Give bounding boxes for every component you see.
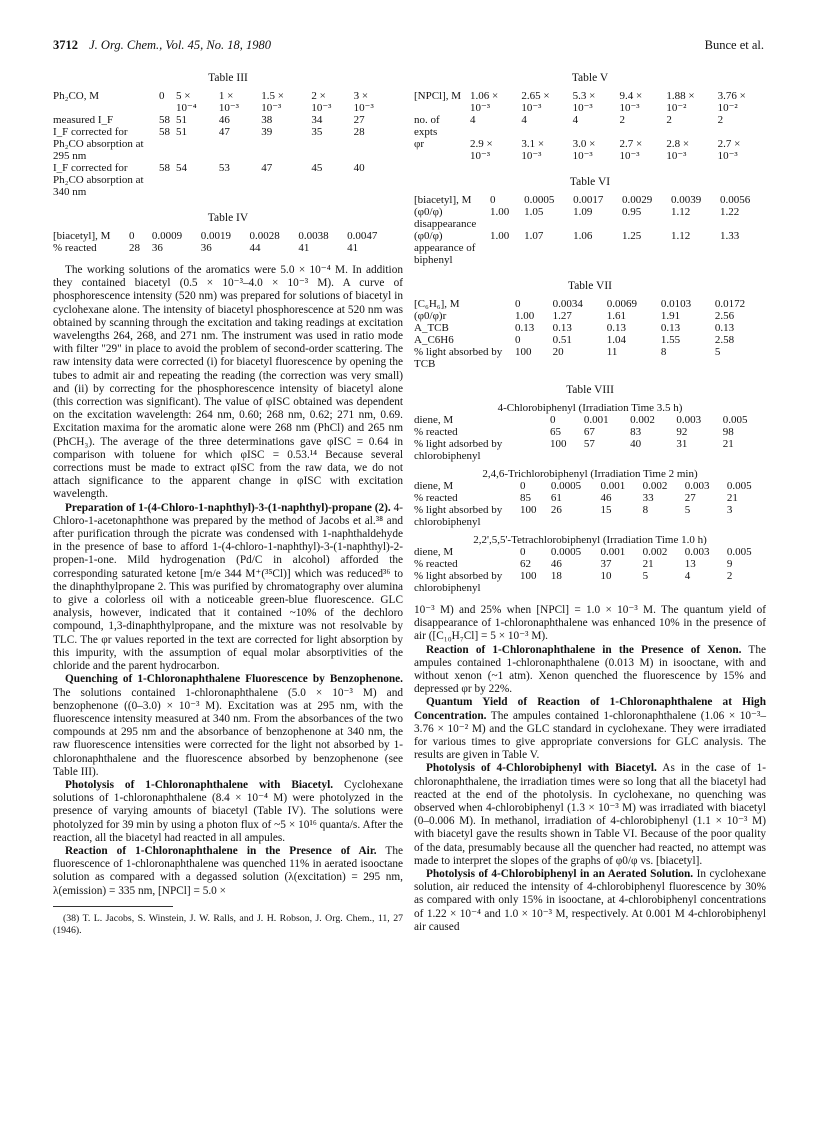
table-cell: 0.0029: [622, 194, 653, 206]
body-paragraph: The working solutions of the aromatics were 5.0 × 10⁻⁴ M. In addition they contained biacetyl (0.5 × 10⁻³–4.0 × 10⁻³ M). A curve of phosphorescence intensity (520 nm) was prepared for solutions of biacetyl in cyclohexane alone. The intensity of biacetyl phosphorescence at 520 nm was obtained by scanning through the excitation and taking readings at excitation wavelengths 264, 268, and 271 nm. The instrument was used in ratio mode with filter "29" in place to avoid the problem of second-order scattering. The raw intensity data were corrected (i) for biacetyl fluorescence by opening the tubes to admit air and repeating the reading (the correction was very small) and (ii) by correcting for the phosphorescence intensity of biacetyl alone (this correction was significant). The value of φISC obtained was dependent on the excitation wavelength: 264 nm, 0.60; 268 nm, 0.62; 271 nm, 0.69. Excitation maxima for the aromatic alone were 268 nm (PhCl) and 265 nm (PhCH₃). The average of the three determinations gave φISC = 0.64 in comparison with toluene for which φISC = 0.53.¹⁴ Because several corrections must be made to extract φISC from the raw data, we do not attach significance to the apparent change in φISC with excitation wavelength.: [53, 264, 403, 501]
table-cell: 2.7 × 10⁻³: [717, 138, 741, 162]
table-cell: 8: [642, 504, 649, 516]
table-cell: 0: [520, 480, 526, 492]
running-head-left: [53, 38, 271, 58]
table-cell: 0: [515, 334, 521, 346]
section-heading: Quantum Yield of Reaction of 1-Chloronaphthalene at High Concentration.: [414, 696, 766, 722]
table-row: [414, 334, 766, 346]
table-row: [414, 322, 766, 334]
footnote: (38) T. L. Jacobs, S. Winstein, J. W. Ralls, and J. H. Robson, J. Org. Chem., 11, 27 (1946).: [53, 912, 403, 936]
table-cell: 67: [583, 426, 595, 438]
table-cell: 2: [717, 114, 724, 126]
paragraph-text: The ampules contained 1-chloronaphthalene (0.013 M) in isooctane, with and without xenon (~1 atm). Xenon quenched the fluorescence by 15% and depressed φr by 22%.: [414, 643, 766, 696]
body-paragraph: [414, 696, 766, 762]
table-cell: % light absorbed by TCB: [414, 346, 503, 370]
table-cell: 53: [218, 162, 230, 174]
table-row: [414, 298, 766, 310]
table-cell: 1.06: [573, 230, 593, 242]
paragraph-text: The solutions contained 1-chloronaphthalene (5.0 × 10⁻³ M) and benzophenone ((0–3.0) × 10⁻³ M). Excitation was at 295 nm, with the fluorescence intensity measured at 340 nm. From the absorbances of the two compounds at 295 nm and the absorbance of benzophenone at 340 nm, the raw fluorescence intensities were corrected for the light not absorbed by 1-chloronaphthalene and the fluorescence absorbed by benzophenone (see Table III).: [53, 686, 403, 778]
table-cell: 28: [353, 126, 365, 138]
table-cell: 39: [261, 126, 273, 138]
table-cell: 0.005: [726, 480, 752, 492]
table-cell: % reacted: [414, 558, 458, 570]
table-cell: 47: [218, 126, 230, 138]
table-cell: 51: [176, 126, 187, 138]
table-5: [414, 90, 766, 162]
table-cell: 58: [159, 126, 170, 138]
table-cell: 11: [606, 346, 618, 358]
table-cell: A_TCB: [414, 322, 449, 334]
table-row: [414, 90, 766, 114]
table-row: [414, 438, 766, 462]
table-cell: 92: [676, 426, 688, 438]
table-cell: 0.13: [714, 322, 735, 334]
table-3-title: Table III: [208, 72, 248, 84]
table-cell: 0.002: [642, 546, 668, 558]
table-cell: no. of expts: [414, 114, 440, 138]
section-heading: Photolysis of 4-Chlorobiphenyl with Biacetyl.: [426, 762, 657, 775]
table-cell: [NPCl], M: [414, 90, 462, 102]
table-cell: 1.07: [524, 230, 544, 242]
table-cell: I_F corrected for Ph₂CO absorption at 340 nm: [53, 162, 144, 198]
table-row: [414, 492, 766, 504]
table-cell: 1.61: [606, 310, 626, 322]
table-cell: diene, M: [414, 480, 454, 492]
table-cell: 0.002: [630, 414, 655, 426]
table-3: [53, 90, 393, 198]
table-cell: % reacted: [414, 492, 458, 504]
table-cell: 5.3 × 10⁻³: [572, 90, 596, 114]
table-cell: 1.88 × 10⁻²: [666, 90, 695, 114]
table-row: [414, 114, 766, 138]
table-cell: 20: [552, 346, 564, 358]
table-cell: 36: [151, 242, 163, 254]
paragraph-text: As in the case of 1-chloronaphthalene, the irradiation times were so long that all the biacetyl had reacted at the end of the photolysis. In cyclohexane, no quenching was observed when 4-chlorobiphenyl (1.3 × 10⁻³ M) was irradiated with biacetyl (0–0.006 M). In methanol, irradiation of 4-chlorobiphenyl (1.1 × 10⁻³ M) with biacetyl gave the results shown in Table VI. Because of the poor quality of the data, presumably because all the quencher had reacted, no attempt was made to interpret the slopes of the graphs of φ0/φ vs. [biacetyl].: [414, 762, 766, 867]
table-8-subtitle: 2,4,6-Trichlorobiphenyl (Irradiation Time 2 min): [482, 468, 698, 480]
table-cell: 31: [676, 438, 688, 450]
table-row: [414, 546, 766, 558]
table-cell: 21: [642, 558, 654, 570]
table-cell: 0.0005: [524, 194, 555, 206]
table-8-subtitle: 4-Chlorobiphenyl (Irradiation Time 3.5 h): [497, 402, 683, 414]
table-cell: 58: [159, 114, 170, 126]
table-cell: 1.00: [490, 206, 510, 218]
table-row: [414, 206, 766, 230]
table-6-title: Table VI: [569, 176, 611, 188]
table-row: [414, 504, 766, 528]
table-cell: 1.91: [660, 310, 681, 322]
paragraph-text: The ampules contained 1-chloronaphthalene (1.06 × 10⁻³–3.76 × 10⁻² M) and the GLC standard in cyclohexane. They were irradiated for various times to give appropriate conversions for GLC analysis. The results are given in Table V.: [414, 709, 766, 762]
table-cell: 2: [726, 570, 733, 582]
table-cell: [biacetyl], M: [414, 194, 472, 206]
table-cell: 41: [298, 242, 310, 254]
table-row: [414, 138, 766, 162]
table-cell: 2.58: [714, 334, 735, 346]
table-cell: 8: [660, 346, 667, 358]
table-cell: 2.9 × 10⁻³: [470, 138, 493, 162]
body-paragraph: [53, 779, 403, 845]
journal-citation: J. Org. Chem., Vol. 45, No. 18, 1980: [89, 38, 271, 52]
table-cell: 1.00: [515, 310, 535, 322]
table-row: [414, 480, 766, 492]
table-row: [53, 90, 393, 114]
table-cell: 5 × 10⁻⁴: [176, 90, 197, 114]
table-cell: 1.04: [606, 334, 626, 346]
table-4: [53, 230, 393, 254]
table-row: [414, 414, 766, 426]
table-row: [414, 346, 766, 370]
table-cell: 40: [353, 162, 365, 174]
body-paragraph: [53, 673, 403, 779]
table-cell: 41: [347, 242, 359, 254]
table-cell: 0.001: [600, 480, 626, 492]
table-cell: 5: [642, 570, 649, 582]
table-cell: 1.06 × 10⁻³: [470, 90, 499, 114]
table-row: [414, 194, 766, 206]
table-7: [414, 298, 766, 370]
right-column: [414, 68, 766, 934]
table-cell: 61: [550, 492, 562, 504]
table-cell: 0.001: [600, 546, 626, 558]
section-heading: Quenching of 1-Chloronaphthalene Fluorescence by Benzophenone.: [65, 673, 403, 686]
table-cell: % reacted: [53, 242, 97, 254]
table-cell: 0.95: [622, 206, 642, 218]
section-heading: Reaction of 1-Chloronaphthalene in the Presence of Xenon.: [426, 643, 742, 656]
table-cell: 0: [159, 90, 165, 102]
section-heading: Photolysis of 4-Chlorobiphenyl in an Aerated Solution.: [426, 868, 694, 881]
table-8-block-2: [414, 480, 766, 528]
section-heading: Photolysis of 1-Chloronaphthalene with Biacetyl.: [65, 778, 334, 791]
table-cell: 27: [684, 492, 696, 504]
table-8-block-1: [414, 414, 766, 462]
table-cell: 0.002: [642, 480, 668, 492]
table-row: [414, 310, 766, 322]
table-cell: 62: [520, 558, 531, 570]
table-cell: 28: [129, 242, 140, 254]
table-5-title: Table V: [571, 72, 609, 84]
table-cell: 1.05: [524, 206, 544, 218]
table-row: [53, 126, 393, 162]
table-cell: 0.001: [583, 414, 609, 426]
table-cell: 0.13: [552, 322, 572, 334]
table-cell: 0: [129, 230, 135, 242]
table-cell: 34: [311, 114, 323, 126]
table-cell: 0.13: [606, 322, 626, 334]
table-row: [53, 230, 393, 242]
table-cell: % reacted: [414, 426, 458, 438]
table-cell: diene, M: [414, 546, 454, 558]
table-cell: 100: [550, 438, 567, 450]
table-cell: 3.76 × 10⁻²: [717, 90, 746, 114]
table-cell: 15: [600, 504, 612, 516]
table-row: [53, 242, 393, 254]
table-cell: 46: [550, 558, 562, 570]
table-cell: 0: [520, 546, 526, 558]
table-cell: 0.0103: [660, 298, 692, 310]
table-cell: 0.0009: [151, 230, 183, 242]
table-cell: 0.13: [515, 322, 535, 334]
table-cell: 0.0069: [606, 298, 637, 310]
table-cell: 100: [520, 570, 537, 582]
table-cell: 0.0038: [298, 230, 329, 242]
footnote-rule: [53, 906, 173, 907]
table-cell: 44: [249, 242, 261, 254]
table-cell: 65: [550, 426, 561, 438]
table-cell: 9.4 × 10⁻³: [619, 90, 643, 114]
paragraph-text: In cyclohexane solution, air reduced the intensity of 4-chlorobiphenyl fluorescence by 30% as compared with only 15% in isooctane, at 4-chlorobiphenyl concentrations of 1.22 × 10⁻⁴ and 1.0 × 10⁻³ M, respectively. At 0.001 M 4-chlorobiphenyl air caused: [414, 868, 766, 933]
table-cell: 1.27: [552, 310, 572, 322]
table-cell: φr: [414, 138, 425, 150]
table-cell: 2.7 × 10⁻³: [619, 138, 643, 162]
table-cell: 33: [642, 492, 654, 504]
table-cell: % light adsorbed by chlorobiphenyl: [414, 438, 503, 462]
table-cell: [biacetyl], M: [53, 230, 111, 242]
table-cell: 100: [520, 504, 537, 516]
table-cell: 1.22: [719, 206, 740, 218]
paragraph-text: The fluorescence of 1-chloronaphthalene was quenched 11% in aerated isooctane solution as compared with a degassed solution (λ(excitation) = 295 nm, λ(emission) = 335 nm, [NPCl] = 5.0 ×: [53, 844, 403, 897]
table-row: [414, 230, 766, 266]
table-cell: Ph₂CO, M: [53, 90, 100, 102]
table-cell: 85: [520, 492, 531, 504]
table-cell: 1.12: [671, 230, 691, 242]
table-row: [414, 570, 766, 594]
left-column: [53, 68, 403, 937]
table-cell: 0: [490, 194, 496, 206]
table-cell: 0.005: [726, 546, 752, 558]
table-cell: 3 × 10⁻³: [353, 90, 374, 114]
table-cell: 51: [176, 114, 187, 126]
table-cell: % light absorbed by chlorobiphenyl: [414, 570, 503, 594]
table-cell: 1.09: [573, 206, 593, 218]
table-cell: 0.0047: [347, 230, 378, 242]
body-paragraph: [414, 762, 766, 868]
table-cell: 27: [353, 114, 365, 126]
body-paragraph: [414, 644, 766, 697]
table-6: [414, 194, 766, 266]
table-cell: 1.33: [719, 230, 740, 242]
table-cell: 1.55: [660, 334, 681, 346]
section-heading: Preparation of 1-(4-Chloro-1-naphthyl)-3-(1-naphthyl)-propane (2).: [65, 501, 391, 514]
table-cell: 0.003: [676, 414, 702, 426]
table-cell: 10: [600, 570, 612, 582]
table-cell: 13: [684, 558, 696, 570]
table-cell: (φ0/φ) disappearance: [414, 206, 477, 230]
table-cell: 3.1 × 10⁻³: [521, 138, 545, 162]
table-cell: 18: [550, 570, 562, 582]
page-header: [53, 38, 764, 58]
table-cell: 0.0005: [550, 480, 582, 492]
page-number: 3712: [53, 38, 78, 52]
table-cell: 0.0039: [671, 194, 702, 206]
table-cell: diene, M: [414, 414, 454, 426]
table-cell: 1 × 10⁻³: [218, 90, 239, 114]
table-cell: 0.0028: [249, 230, 280, 242]
table-cell: 36: [200, 242, 212, 254]
table-cell: 0.003: [684, 546, 710, 558]
table-cell: % light absorbed by chlorobiphenyl: [414, 504, 503, 528]
table-cell: 0.005: [722, 414, 748, 426]
table-row: [53, 114, 393, 126]
table-cell: 40: [630, 438, 642, 450]
table-cell: 58: [159, 162, 170, 174]
table-cell: 54: [176, 162, 187, 174]
table-cell: 0.0034: [552, 298, 583, 310]
table-cell: 2.65 × 10⁻³: [521, 90, 550, 114]
table-cell: (φ0/φ)r: [414, 310, 447, 322]
table-cell: 2.56: [714, 310, 735, 322]
table-cell: 0.13: [660, 322, 681, 334]
table-cell: 1.00: [490, 230, 510, 242]
table-cell: 26: [550, 504, 562, 516]
paragraph-text: 4-Chloro-1-acetonaphthone was prepared by the method of Jacobs et al.³⁸ and after purification through the picrate was condensed with 1-naphthaldehyde in the presence of base to afford 1-(4-chloro-1-naphthyl)-3-(1-naphthyl)-2-propen-1-one. Mild hydrogenation (Pd/C in alcohol) afforded the corresponding saturated ketone [m/e 344 M⁺(³⁵Cl)] which was reduced³⁶ to the dinaphthylpropane 2. This was purified by chromatography over alumina to give a colorless oil with a noticeable green-blue fluorescence. GLC analysis, however, indicated that it contained ~10% of the dechloro compound, 1,3-dinaphthylpropane, and the mixture was not resolvable by TLC. The φr values reported in the text are corrected for light absorption by this impurity, with the assumption of equal molar absorptivities of the chloride and the parent hydrocarbon.: [53, 501, 403, 673]
table-cell: 0.0005: [550, 546, 582, 558]
table-4-title: Table IV: [207, 212, 249, 224]
table-cell: 4: [572, 114, 579, 126]
table-cell: 3.0 × 10⁻³: [572, 138, 596, 162]
table-cell: 1.12: [671, 206, 691, 218]
table-cell: 0: [550, 414, 556, 426]
body-paragraph: [414, 868, 766, 934]
table-cell: 21: [726, 492, 738, 504]
table-cell: 0.0019: [200, 230, 231, 242]
table-cell: 2.8 × 10⁻³: [666, 138, 690, 162]
body-paragraph: [53, 845, 403, 898]
table-cell: 0.0017: [573, 194, 604, 206]
table-cell: 4: [521, 114, 527, 126]
table-cell: 4: [684, 570, 691, 582]
table-cell: 21: [722, 438, 734, 450]
table-cell: 83: [630, 426, 642, 438]
table-cell: (φ0/φ) appearance of biphenyl: [414, 230, 476, 266]
table-cell: I_F corrected for Ph₂CO absorption at 295 nm: [53, 126, 144, 162]
table-cell: 5: [684, 504, 691, 516]
table-row: [414, 558, 766, 570]
table-8-title: Table VIII: [566, 384, 614, 396]
table-cell: 9: [726, 558, 733, 570]
table-cell: [C₆H₆], M: [414, 298, 460, 310]
table-cell: 5: [714, 346, 721, 358]
table-cell: 47: [261, 162, 273, 174]
table-cell: 4: [470, 114, 476, 126]
table-cell: 45: [311, 162, 323, 174]
running-head-authors: Bunce et al.: [704, 38, 764, 52]
table-cell: 2 × 10⁻³: [311, 90, 332, 114]
table-cell: 0: [515, 298, 521, 310]
section-heading: Reaction of 1-Chloronaphthalene in the Presence of Air.: [65, 844, 377, 857]
table-cell: 35: [311, 126, 323, 138]
table-cell: A_C6H6: [414, 334, 454, 346]
body-paragraph: [53, 502, 403, 674]
table-row: [414, 426, 766, 438]
table-cell: 3: [726, 504, 733, 516]
table-cell: 2: [666, 114, 672, 126]
table-cell: 1.25: [622, 230, 642, 242]
table-row: [53, 162, 393, 198]
table-cell: 0.51: [552, 334, 572, 346]
table-cell: 38: [261, 114, 273, 126]
table-cell: 37: [600, 558, 612, 570]
table-7-title: Table VII: [567, 280, 612, 292]
table-cell: 57: [583, 438, 595, 450]
table-cell: measured I_F: [53, 114, 114, 126]
table-cell: 0.003: [684, 480, 710, 492]
table-cell: 1.5 × 10⁻³: [261, 90, 284, 114]
table-cell: 46: [218, 114, 230, 126]
paragraph-text: Cyclohexane solutions of 1-chloronaphthalene (8.4 × 10⁻⁴ M) were photolyzed in the presence of varying amounts of biacetyl (Table IV). The solutions were photolyzed for 39 min by using a photon flux of ~5 × 10¹⁶ quanta/s. After the reaction, all the biacetyl had reacted in all ampules.: [53, 778, 403, 844]
table-cell: 98: [722, 426, 734, 438]
table-cell: 0.0056: [719, 194, 751, 206]
table-cell: 2: [619, 114, 625, 126]
table-8-subtitle: 2,2',5,5'-Tetrachlorobiphenyl (Irradiation Time 1.0 h): [473, 534, 707, 546]
body-paragraph: 10⁻³ M) and 25% when [NPCl] = 1.0 × 10⁻³ M. The quantum yield of disappearance of 1-chloronaphthalene was enhanced 10% in the presence of air ([C₁₀H₇Cl] = 5 × 10⁻³ M).: [414, 604, 766, 643]
table-cell: 0.0172: [714, 298, 746, 310]
table-cell: 46: [600, 492, 612, 504]
table-8-block-3: [414, 546, 766, 594]
table-cell: 100: [515, 346, 532, 358]
